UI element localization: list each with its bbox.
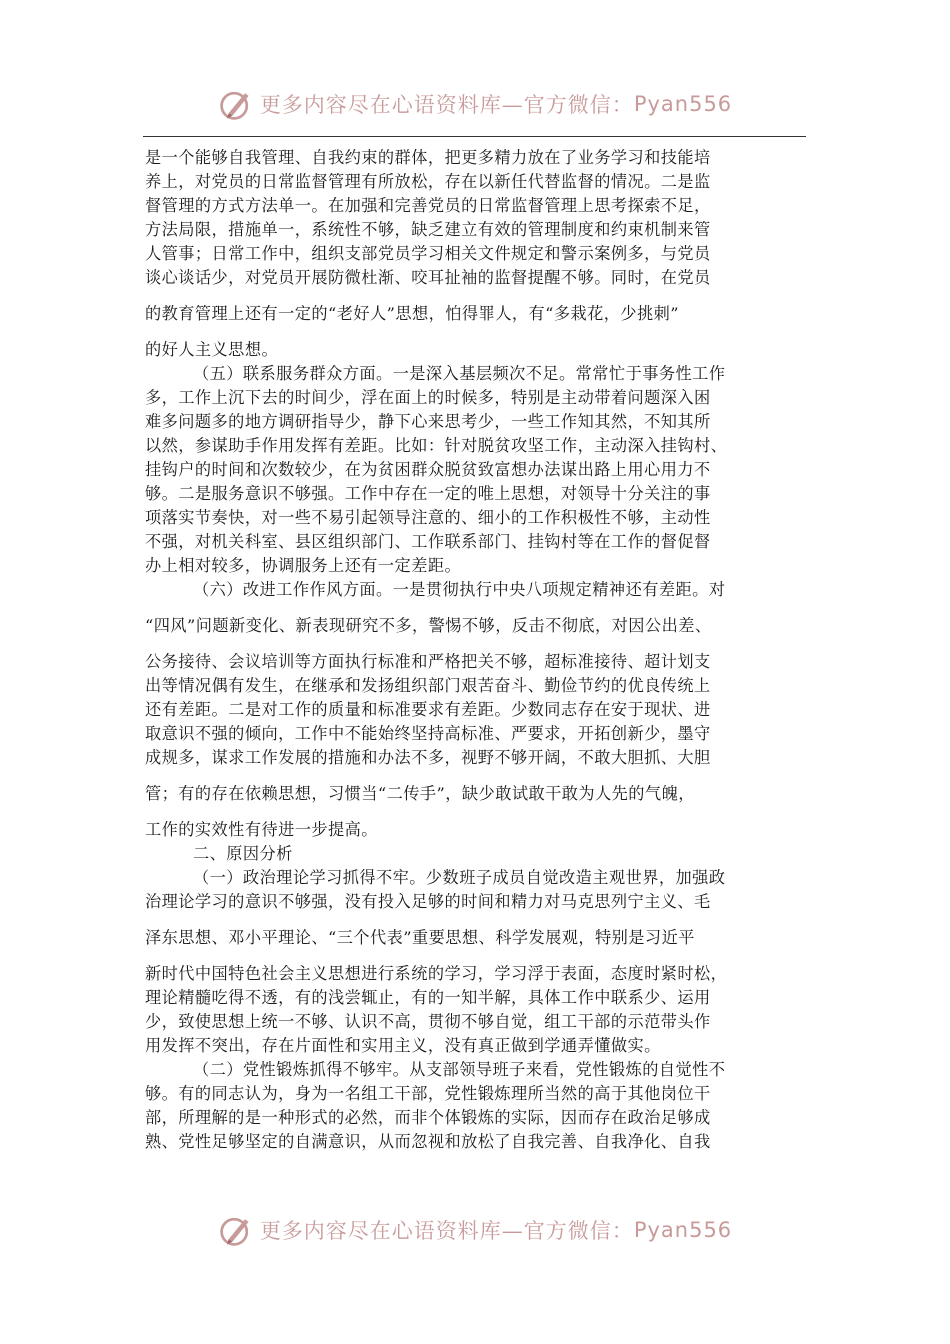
text-line: （六）改进工作作风方面。一是贯彻执行中央八项规定精神还有差距。对 [193,580,726,599]
text-line: 成规多，谋求工作发展的措施和办法不多，视野不够开阔，不敢大胆抓、大胆 [145,748,711,767]
text-line: 工作的实效性有待进一步提高。 [145,820,378,839]
text-line: 的好人主义思想。 [145,340,279,359]
text-line: 熟、党性足够坚定的自满意识，从而忽视和放松了自我完善、自我净化、自我 [145,1132,711,1151]
text-line: “四风”问题新变化、新表现研究不多，警惕不够，反击不彻底，对因公出差、 [145,616,712,635]
text-line: 人管事；日常工作中，组织支部党员学习相关文件规定和警示案例多，与党员 [145,244,711,263]
section-heading: 二、原因分析 [193,844,293,863]
text-line: 理论精髓吃得不透，有的浅尝辄止，有的一知半解，具体工作中联系少、运用 [145,988,711,1007]
text-line: 管；有的存在依赖思想，习惯当“二传手”，缺少敢试敢干敢为人先的气魄， [145,784,695,803]
banner-wechat-id: Pyan556 [633,92,733,116]
text-line: 取意识不强的倾向，工作中不能始终坚持高标准、严要求，开拓创新少，墨守 [145,724,711,743]
text-line: 泽东思想、邓小平理论、“三个代表”重要思想、科学发展观，特别是习近平 [145,928,695,947]
text-line: 难多问题多的地方调研指导少，静下心来思考少，一些工作知其然，不知其所 [145,412,711,431]
text-line: 治理论学习的意识不够强，没有投入足够的时间和精力对马克思列宁主义、毛 [145,892,711,911]
pen-logo-icon [218,1212,254,1248]
text-line: 新时代中国特色社会主义思想进行系统的学习，学习浮于表面，态度时紧时松， [145,964,728,983]
text-line: 部，所理解的是一种形式的必然，而非个体锻炼的实际，因而存在政治足够成 [145,1108,711,1127]
text-line: 项落实节奏快，对一些不易引起领导注意的、细小的工作积极性不够，主动性 [145,508,711,527]
text-line: 够。有的同志认为，身为一名组工干部，党性锻炼理所当然的高于其他岗位干 [145,1084,711,1103]
text-line: 养上，对党员的日常监督管理有所放松，存在以新任代替监督的情况。二是监 [145,172,711,191]
text-line: （二）党性锻炼抓得不够牢。从支部领导班子来看，党性锻炼的自觉性不 [193,1060,726,1079]
footer-watermark-banner [0,1208,950,1252]
text-line: 不强，对机关科室、县区组织部门、工作联系部门、挂钩村等在工作的督促督 [145,532,711,551]
text-line: 多，工作上沉下去的时间少，浮在面上的时候多，特别是主动带着问题深入困 [145,388,711,407]
banner-wechat-id: Pyan556 [633,1218,733,1242]
text-line: 是一个能够自我管理、自我约束的群体，把更多精力放在了业务学习和技能培 [145,148,711,167]
text-line: 督管理的方式方法单一。在加强和完善党员的日常监督管理上思考探索不足， [145,196,711,215]
text-line: 挂钩户的时间和次数较少，在为贫困群众脱贫致富想办法谋出路上用心用力不 [145,460,711,479]
pen-logo-icon [218,86,254,122]
text-line: 办上相对较多，协调服务上还有一定差距。 [145,556,462,575]
text-line: 的教育管理上还有一定的“老好人”思想，怕得罪人，有“多栽花，少挑刺” [145,304,680,323]
text-line: 够。二是服务意识不够强。工作中存在一定的唯上思想，对领导十分关注的事 [145,484,711,503]
document-body [145,146,809,1154]
text-line: 以然，参谋助手作用发挥有差距。比如：针对脱贫攻坚工作，主动深入挂钩村、 [145,436,728,455]
text-line: 出等情况偶有发生，在继承和发扬组织部门艰苦奋斗、勤俭节约的优良传统上 [145,676,711,695]
header-divider [143,136,806,137]
text-line: 用发挥不突出，存在片面性和实用主义，没有真正做到学通弄懂做实。 [145,1036,661,1055]
text-line: （五）联系服务群众方面。一是深入基层频次不足。常常忙于事务性工作 [193,364,726,383]
banner-text: 更多内容尽在心语资料库—官方微信： [259,93,634,117]
text-line: 还有差距。二是对工作的质量和标准要求有差距。少数同志存在安于现状、进 [145,700,711,719]
header-watermark-banner [0,82,950,126]
text-line: （一）政治理论学习抓得不牢。少数班子成员自觉改造主观世界，加强政 [193,868,726,887]
text-line: 方法局限，措施单一，系统性不够，缺乏建立有效的管理制度和约束机制来管 [145,220,711,239]
text-line: 公务接待、会议培训等方面执行标准和严格把关不够，超标准接待、超计划支 [145,652,711,671]
banner-text: 更多内容尽在心语资料库—官方微信： [259,1219,634,1243]
text-line: 谈心谈话少，对党员开展防微杜渐、咬耳扯袖的监督提醒不够。同时，在党员 [145,268,711,287]
text-line: 少，致使思想上统一不够、认识不高，贯彻不够自觉，组工干部的示范带头作 [145,1012,711,1031]
